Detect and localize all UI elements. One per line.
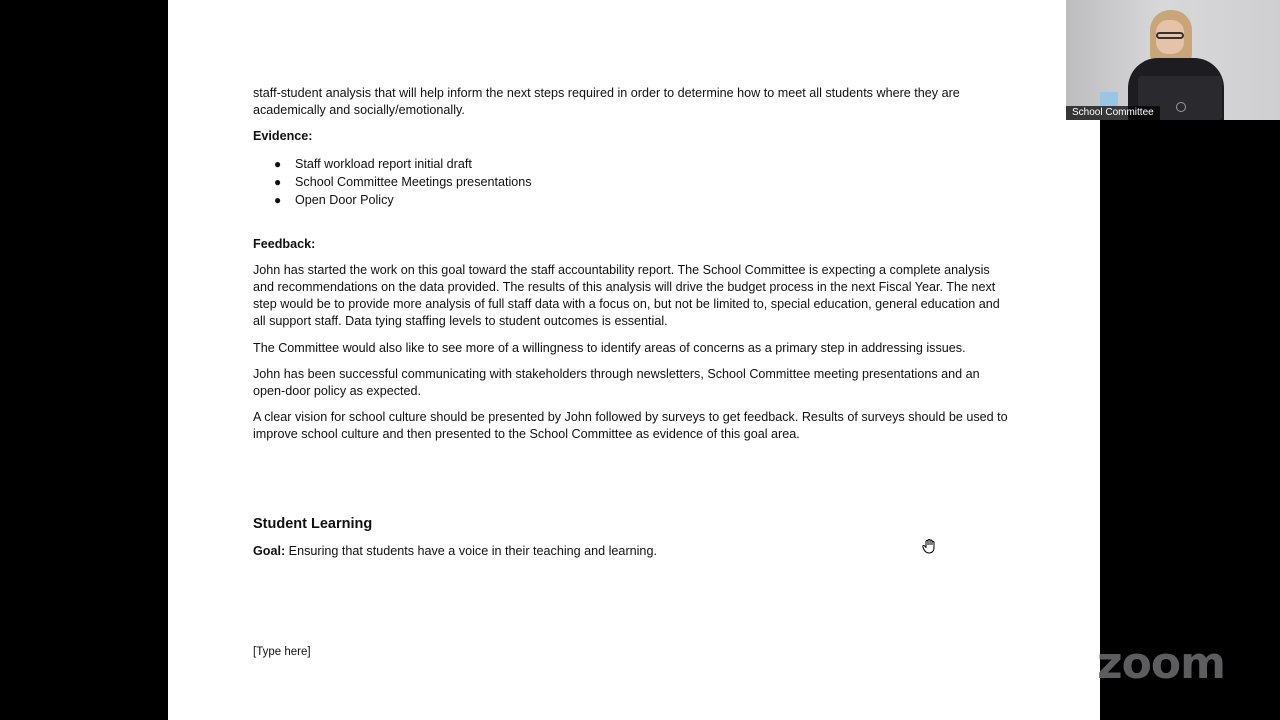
spacer xyxy=(253,453,1013,515)
evidence-list xyxy=(253,155,1013,210)
bullet-icon: ● xyxy=(274,174,282,189)
goal-label: Goal: xyxy=(253,543,286,558)
bullet-icon: ● xyxy=(274,193,282,208)
feedback-heading: Feedback: xyxy=(253,236,316,251)
zoom-logo: zoom xyxy=(1097,638,1225,689)
feedback-paragraph: The Committee would also like to see more of a willingness to identify areas of concerns as a primary step in addressing issues. xyxy=(253,340,966,355)
spacer xyxy=(253,210,1013,236)
section-title: Student Learning xyxy=(253,515,373,532)
feedback-paragraph: John has been successful communicating with stakeholders through newsletters, School Committee meeting presentations and an open-door policy as expected. xyxy=(253,366,980,398)
list-item: ● School Committee Meetings presentations xyxy=(253,173,1013,191)
list-item: ● Open Door Policy xyxy=(253,191,1013,209)
goal-line xyxy=(253,543,1013,560)
participant-name-label: School Committee xyxy=(1066,106,1160,120)
hand-grab-icon xyxy=(921,537,939,555)
goal-text: Ensuring that students have a voice in their teaching and learning. xyxy=(285,543,657,558)
participant-video-tile[interactable] xyxy=(1066,0,1280,120)
list-item: ● Staff workload report initial draft xyxy=(253,155,1013,173)
evidence-heading: Evidence: xyxy=(253,129,313,144)
footer-placeholder: [Type here] xyxy=(253,646,311,658)
document-body xyxy=(253,85,1013,569)
feedback-paragraph: John has started the work on this goal toward the staff accountability report. The School Committee is expecting a complete analysis and recommendations on the data provided. The results of this analysis will drive the budget process in the next Fiscal Year. The next step would be to provide more analysis of full staff data with a focus on, but not be limited to, special education, general education and all support staff. Data tying staffing levels to student outcomes is essential. xyxy=(253,262,1000,329)
feedback-paragraph: A clear vision for school culture should be presented by John followed by surveys to get feedback. Results of surveys should be used to improve school culture and then presented to the School Committee as evidence of this goal area. xyxy=(253,410,1008,442)
intro-paragraph: staff-student analysis that will help inform the next steps required in order to determine how to meet all students where they are academically and socially/emotionally. xyxy=(253,86,960,118)
document-page xyxy=(168,0,1100,720)
bullet-icon: ● xyxy=(274,156,282,171)
